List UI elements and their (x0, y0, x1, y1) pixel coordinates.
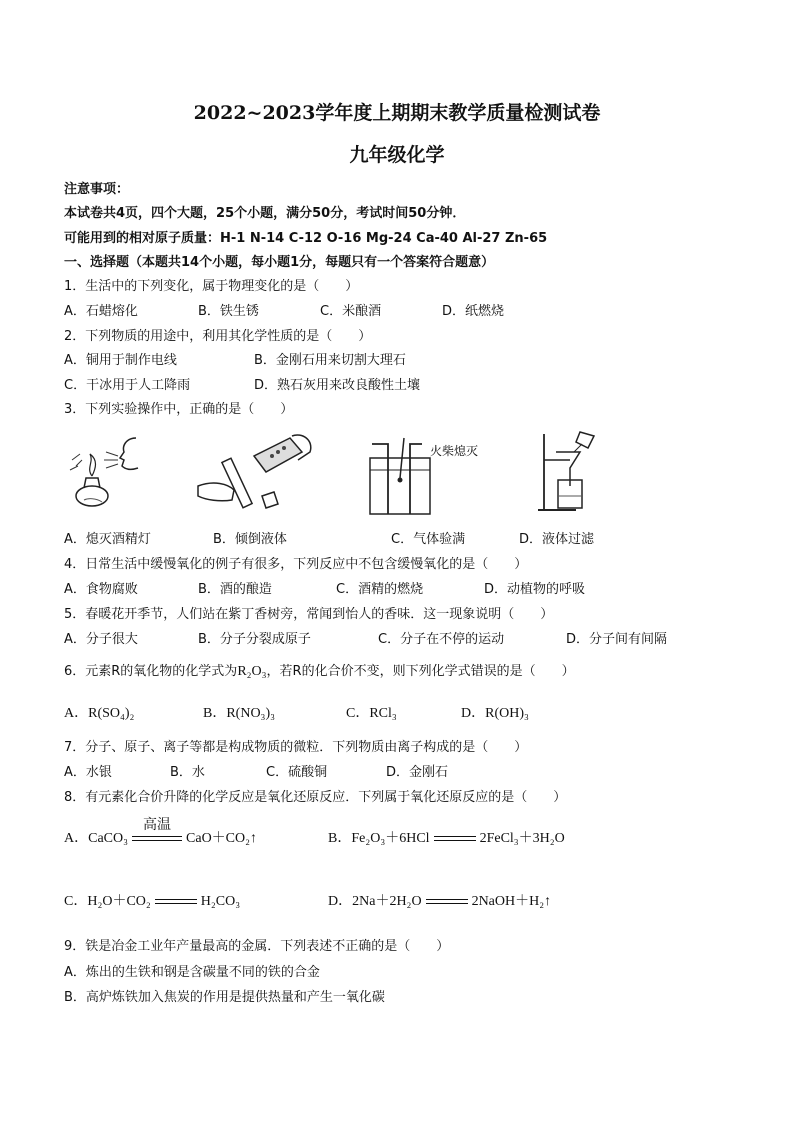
section-1-heading: 一、选择题（本题共14个小题，每小题1分，每题只有一个答案符合题意） (64, 255, 495, 270)
q8-d-reactants: 2Na＋2H₂O (352, 894, 422, 909)
q8-option-c (64, 890, 240, 910)
q8-b-reactants: Fe₂O₃＋6HCl (351, 831, 430, 846)
figure-pour-liquid (194, 430, 318, 514)
exam-subtitle: 九年级化学 (349, 144, 445, 166)
q8-b-products: 2FeCl₃＋3H₂O (479, 831, 565, 846)
q8-a-condition: 高温 (143, 816, 172, 833)
q8-c-equals-sign (155, 897, 197, 907)
q1-option-b: B．铁生锈 (198, 304, 259, 319)
q2-option-c: C．干冰用于人工降雨 (64, 378, 191, 393)
q4-option-a: A．食物腐败 (64, 582, 138, 597)
q5-option-b: B．分子分裂成原子 (198, 632, 311, 647)
q8-option-b (328, 827, 565, 847)
q5-option-c: C．分子在不停的运动 (378, 632, 505, 647)
fire-out-label: 火柴熄灭 (430, 444, 479, 458)
q5-option-a: A．分子很大 (64, 632, 138, 647)
q3-stem: 3．下列实验操作中，正确的是（ ） (64, 402, 294, 417)
q4-option-d: D．动植物的呼吸 (484, 582, 586, 597)
q6-option-c: C．RCl₃ (346, 706, 397, 721)
q5-option-d: D．分子间有间隔 (566, 632, 668, 647)
q7-option-c: C．硫酸铜 (266, 765, 328, 780)
q3-option-a: A．熄灭酒精灯 (64, 532, 151, 547)
q4-option-b: B．酒的酿造 (198, 582, 272, 597)
q5-stem: 5．春暖花开季节，人们站在紫丁香树旁，常闻到怡人的香味．这一现象说明（ ） (64, 607, 554, 622)
q1-option-d: D．纸燃烧 (442, 304, 505, 319)
q6-stem-part-1: 6．元素R的氧化物的化学式为 (64, 664, 238, 679)
figure-gas-test (366, 430, 438, 516)
q7-option-b: B．水 (170, 765, 205, 780)
q2-stem: 2．下列物质的用途中，利用其化学性质的是（ ） (64, 329, 372, 344)
q6-option-a: A．R(SO₄)₂ (64, 706, 135, 721)
q8-d-letter: D． (328, 894, 353, 909)
q8-c-products: H₂CO₃ (200, 894, 241, 909)
q1-option-a: A．石蜡熔化 (64, 304, 138, 319)
q6-stem-part-2: ，若R的化合价不变，则下列化学式错误的是（ ） (266, 664, 575, 679)
q6-option-d: D．R(OH)₃ (461, 706, 529, 721)
q6-stem-formula: R₂O₃ (237, 664, 267, 679)
notes-line-1: 本试卷共4页，四个大题，25个小题，满分50分，考试时间50分钟． (64, 206, 466, 221)
q1-stem: 1．生活中的下列变化，属于物理变化的是（ ） (64, 279, 359, 294)
q8-d-products: 2NaOH＋H₂↑ (471, 894, 552, 909)
q4-option-c: C．酒精的燃烧 (336, 582, 424, 597)
q8-c-letter: C． (64, 894, 88, 909)
q3-option-c: C．气体验满 (391, 532, 466, 547)
q8-b-letter: B． (328, 831, 352, 846)
q8-stem: 8．有元素化合价升降的化学反应是氧化还原反应．下列属于氧化还原反应的是（ ） (64, 790, 567, 805)
q8-a-products: CaO＋CO₂↑ (186, 831, 258, 846)
q6-option-b: B．R(NO₃)₃ (203, 706, 275, 721)
q8-a-equals-sign (132, 816, 182, 844)
q9-option-b: B．高炉炼铁加入焦炭的作用是提供热量和产生一氧化碳 (64, 990, 385, 1005)
q7-stem: 7．分子、原子、离子等都是构成物质的微粒．下列物质由离子构成的是（ ） (64, 740, 528, 755)
q4-stem: 4．日常生活中缓慢氧化的例子有很多，下列反应中不包含缓慢氧化的是（ ） (64, 557, 528, 572)
figure-extinguish-lamp (62, 430, 144, 512)
notes-heading: 注意事项： (64, 182, 130, 197)
q3-option-d: D．液体过滤 (519, 532, 595, 547)
q8-option-d (328, 890, 551, 910)
q2-option-a: A．铜用于制作电线 (64, 353, 177, 368)
q8-a-letter: A． (64, 831, 89, 846)
q3-option-b: B．倾倒液体 (213, 532, 287, 547)
q7-option-d: D．金刚石 (386, 765, 449, 780)
q8-option-a (64, 816, 258, 847)
q2-option-b: B．金刚石用来切割大理石 (254, 353, 406, 368)
q7-option-a: A．水银 (64, 765, 112, 780)
q6-stem (64, 660, 575, 680)
notes-line-2: 可能用到的相对原子质量：H-1 N-14 C-12 O-16 Mg-24 Ca-40 Al-27 Zn-65 (64, 231, 548, 246)
q8-a-reactants: CaCO₃ (88, 831, 129, 846)
exam-title: 2022~2023学年度上期期末教学质量检测试卷 (193, 102, 601, 124)
q8-c-reactants: H₂O＋CO₂ (87, 894, 151, 909)
q9-stem: 9．铁是冶金工业年产量最高的金属．下列表述不正确的是（ ） (64, 939, 450, 954)
figure-filtration (536, 430, 596, 514)
q9-option-a: A．炼出的生铁和钢是含碳量不同的铁的合金 (64, 965, 320, 980)
q1-option-c: C．米酿酒 (320, 304, 382, 319)
q2-option-d: D．熟石灰用来改良酸性土壤 (254, 378, 421, 393)
q8-d-equals-sign (426, 897, 468, 907)
q8-b-equals-sign (434, 834, 476, 844)
